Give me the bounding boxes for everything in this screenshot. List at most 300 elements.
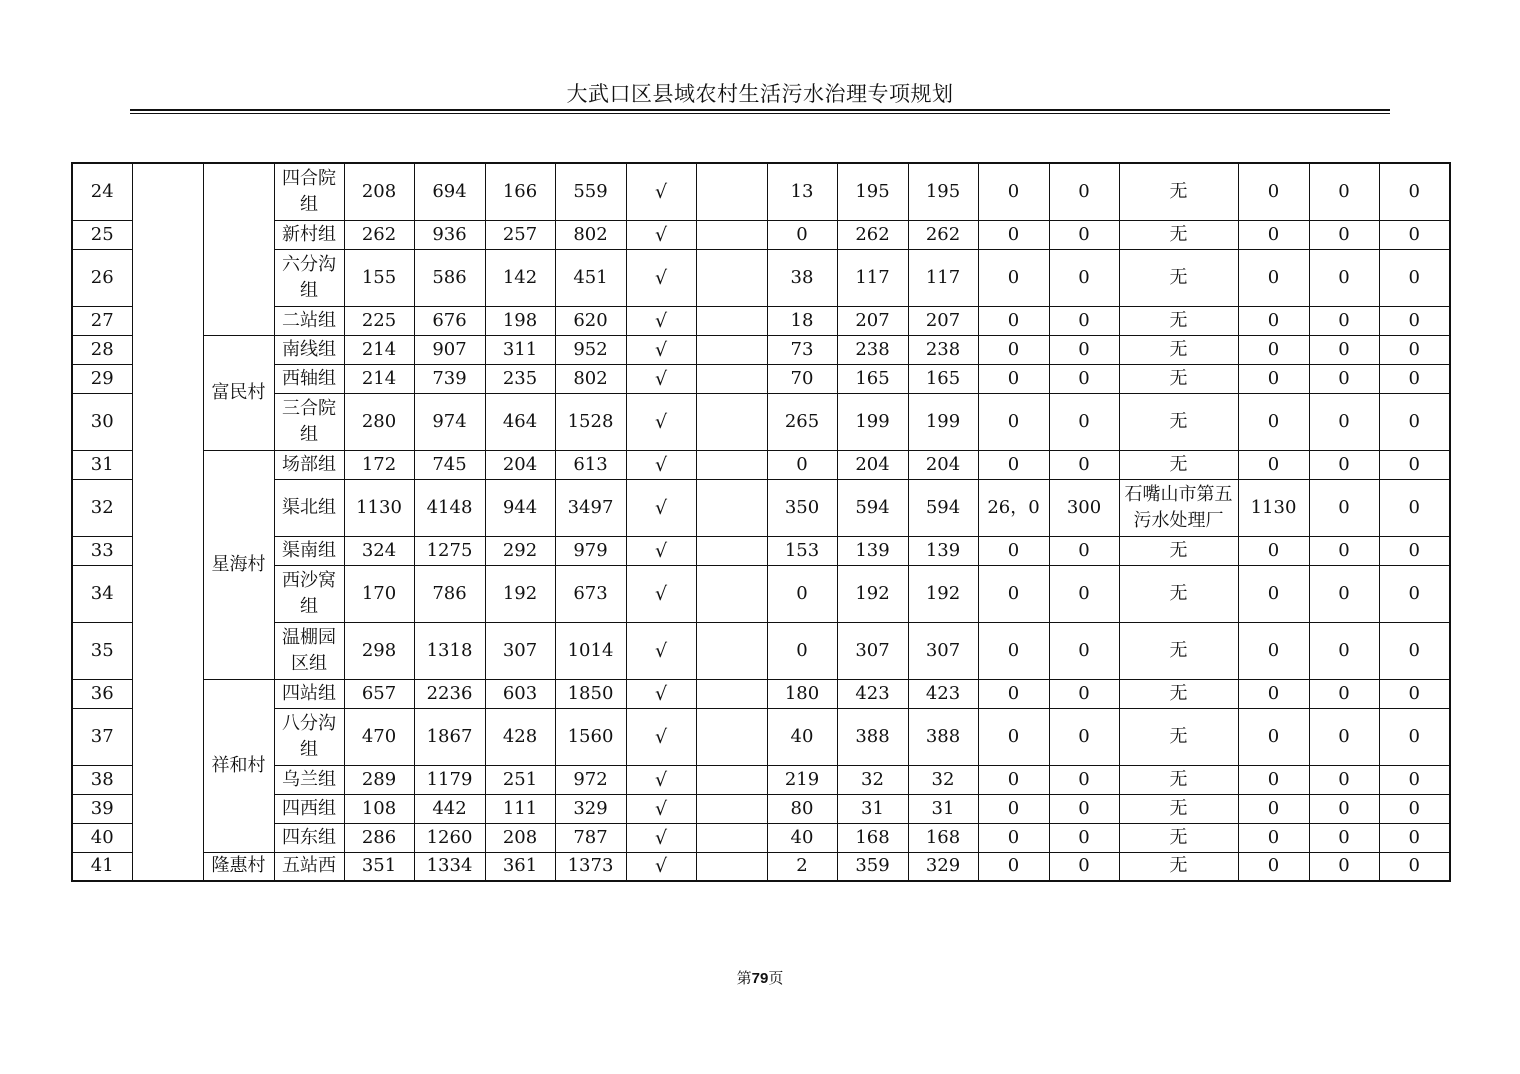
value-cell: 262 [908,220,978,249]
treatment-plant-cell: 无 [1119,622,1238,679]
row-number-cell: 40 [72,823,132,852]
value-cell: 0 [1049,393,1119,450]
treatment-plant-cell: 无 [1119,364,1238,393]
value-cell: 0 [767,450,837,479]
value-cell: 192 [908,565,978,622]
row-number-cell: 41 [72,852,132,881]
value-cell: 2236 [414,679,485,708]
value-cell: 657 [344,679,414,708]
value-cell: 0 [1379,335,1450,364]
value-cell: 0 [1379,163,1450,220]
value-cell: 0 [1309,249,1379,306]
table-row [72,536,1450,565]
value-cell: 324 [344,536,414,565]
value-cell: 0 [1379,364,1450,393]
value-cell: 155 [344,249,414,306]
value-cell: 0 [1238,794,1309,823]
value-cell: 73 [767,335,837,364]
value-cell: 0 [1309,220,1379,249]
group-name-cell: 场部组 [274,450,344,479]
value-cell: 0 [1238,708,1309,765]
check-mark-cell: √ [626,163,696,220]
village-name-cell: 星海村 [203,450,274,679]
value-cell: 307 [485,622,555,679]
value-cell: 329 [555,794,626,823]
value-cell: 0 [1238,823,1309,852]
value-cell: 0 [1049,622,1119,679]
value-cell: 199 [908,393,978,450]
value-cell: 3497 [555,479,626,536]
value-cell: 0 [1049,765,1119,794]
value-cell: 0 [1379,249,1450,306]
table-row [72,220,1450,249]
value-cell: 0 [1309,679,1379,708]
value-cell: 0 [1238,679,1309,708]
value-cell: 198 [485,306,555,335]
value-cell: 787 [555,823,626,852]
table-row [72,450,1450,479]
value-cell: 1560 [555,708,626,765]
row-number-cell: 34 [72,565,132,622]
value-cell: 907 [414,335,485,364]
value-cell: 168 [837,823,908,852]
check-mark-cell: √ [626,306,696,335]
row-number-cell: 24 [72,163,132,220]
value-cell: 0 [1309,335,1379,364]
village-name-cell: 隆惠村 [203,852,274,881]
value-cell: 207 [908,306,978,335]
value-cell: 0 [978,249,1049,306]
treatment-plant-cell: 无 [1119,536,1238,565]
value-cell: 613 [555,450,626,479]
value-cell: 0 [1238,220,1309,249]
value-cell: 13 [767,163,837,220]
group-name-cell: 新村组 [274,220,344,249]
page-prefix: 第 [736,969,752,987]
value-cell: 388 [837,708,908,765]
table-row [72,163,1450,220]
village-name-cell: 富民村 [203,335,274,450]
value-cell: 307 [837,622,908,679]
value-cell: 0 [978,852,1049,881]
treatment-plant-cell: 无 [1119,708,1238,765]
value-cell: 739 [414,364,485,393]
check-mark-cell: √ [626,249,696,306]
value-cell: 423 [837,679,908,708]
check-mark-cell: √ [626,823,696,852]
value-cell: 0 [1309,306,1379,335]
check-mark-cell: √ [626,794,696,823]
treatment-plant-cell: 无 [1119,450,1238,479]
treatment-plant-cell: 无 [1119,335,1238,364]
value-cell: 311 [485,335,555,364]
row-number-cell: 39 [72,794,132,823]
value-cell: 31 [837,794,908,823]
value-cell: 451 [555,249,626,306]
group-name-cell: 三合院组 [274,393,344,450]
value-cell: 1334 [414,852,485,881]
value-cell: 559 [555,163,626,220]
value-cell: 0 [1049,679,1119,708]
page-number: 79 [751,970,769,987]
value-cell: 694 [414,163,485,220]
value-cell: 0 [1379,765,1450,794]
value-cell: 192 [837,565,908,622]
table-row [72,249,1450,306]
value-cell: 80 [767,794,837,823]
value-cell: 208 [485,823,555,852]
value-cell: 0 [1049,249,1119,306]
value-cell: 280 [344,393,414,450]
group-name-cell: 四合院组 [274,163,344,220]
check-mark-cell: √ [626,335,696,364]
value-cell: 238 [908,335,978,364]
header-rule-thin [130,113,1390,114]
treatment-plant-cell: 无 [1119,765,1238,794]
value-cell: 0 [1309,794,1379,823]
value-cell: 0 [978,794,1049,823]
value-cell: 0 [1309,852,1379,881]
value-cell: 470 [344,708,414,765]
value-cell: 802 [555,220,626,249]
value-cell: 0 [1309,823,1379,852]
table-row [72,335,1450,364]
value-cell: 0 [1309,536,1379,565]
value-cell [696,249,767,306]
value-cell: 0 [1049,335,1119,364]
value-cell [696,794,767,823]
value-cell: 165 [908,364,978,393]
value-cell: 974 [414,393,485,450]
value-cell: 32 [837,765,908,794]
value-cell: 0 [978,622,1049,679]
value-cell: 0 [1049,852,1119,881]
document-header-title: 大武口区县域农村生活污水治理专项规划 [566,82,954,106]
value-cell [696,679,767,708]
value-cell [696,565,767,622]
value-cell: 0 [978,765,1049,794]
value-cell: 0 [1379,852,1450,881]
value-cell: 0 [1049,708,1119,765]
treatment-plant-cell: 石嘴山市第五污水处理厂 [1119,479,1238,536]
value-cell: 802 [555,364,626,393]
value-cell: 936 [414,220,485,249]
value-cell: 0 [1049,450,1119,479]
page-suffix: 页 [768,969,784,987]
value-cell: 0 [1379,823,1450,852]
row-number-cell: 28 [72,335,132,364]
treatment-plant-cell: 无 [1119,249,1238,306]
value-cell: 0 [1238,364,1309,393]
value-cell: 38 [767,249,837,306]
header-rule-thick [130,109,1390,111]
treatment-plant-cell: 无 [1119,220,1238,249]
value-cell: 1850 [555,679,626,708]
row-number-cell: 37 [72,708,132,765]
group-name-cell: 渠北组 [274,479,344,536]
value-cell: 0 [1238,335,1309,364]
value-cell: 0 [1379,622,1450,679]
row-number-cell: 33 [72,536,132,565]
value-cell: 442 [414,794,485,823]
table-row [72,622,1450,679]
value-cell: 204 [485,450,555,479]
value-cell: 673 [555,565,626,622]
treatment-plant-cell: 无 [1119,393,1238,450]
value-cell: 1528 [555,393,626,450]
value-cell: 0 [978,536,1049,565]
value-cell: 0 [1049,823,1119,852]
value-cell: 329 [908,852,978,881]
check-mark-cell: √ [626,220,696,249]
value-cell: 359 [837,852,908,881]
value-cell: 0 [1049,220,1119,249]
group-name-cell: 西轴组 [274,364,344,393]
table-row [72,364,1450,393]
value-cell: 0 [978,708,1049,765]
group-name-cell: 二站组 [274,306,344,335]
value-cell: 0 [1379,536,1450,565]
value-cell: 786 [414,565,485,622]
row-number-cell: 35 [72,622,132,679]
group-name-cell: 西沙窝组 [274,565,344,622]
township-cell [132,163,203,881]
value-cell: 0 [978,679,1049,708]
value-cell: 180 [767,679,837,708]
value-cell: 0 [1309,565,1379,622]
value-cell: 300 [1049,479,1119,536]
value-cell: 1260 [414,823,485,852]
value-cell: 204 [908,450,978,479]
value-cell: 0 [1309,393,1379,450]
check-mark-cell: √ [626,679,696,708]
value-cell [696,306,767,335]
page-footer [0,967,1520,988]
treatment-plant-cell: 无 [1119,163,1238,220]
value-cell: 464 [485,393,555,450]
value-cell: 192 [485,565,555,622]
table-row [72,565,1450,622]
value-cell: 286 [344,823,414,852]
value-cell: 262 [837,220,908,249]
value-cell: 0 [1049,794,1119,823]
value-cell: 139 [837,536,908,565]
value-cell: 18 [767,306,837,335]
value-cell: 26，0 [978,479,1049,536]
value-cell [696,220,767,249]
value-cell: 1014 [555,622,626,679]
treatment-plant-cell: 无 [1119,794,1238,823]
check-mark-cell: √ [626,852,696,881]
value-cell: 0 [1238,852,1309,881]
check-mark-cell: √ [626,536,696,565]
value-cell: 265 [767,393,837,450]
value-cell: 195 [837,163,908,220]
value-cell: 40 [767,823,837,852]
group-name-cell: 四西组 [274,794,344,823]
value-cell: 0 [1379,565,1450,622]
value-cell: 428 [485,708,555,765]
row-number-cell: 25 [72,220,132,249]
value-cell: 1179 [414,765,485,794]
group-name-cell: 乌兰组 [274,765,344,794]
value-cell: 199 [837,393,908,450]
value-cell: 195 [908,163,978,220]
group-name-cell: 温棚园区组 [274,622,344,679]
value-cell: 0 [1238,163,1309,220]
table-row [72,306,1450,335]
value-cell: 0 [1379,306,1450,335]
value-cell [696,335,767,364]
row-number-cell: 30 [72,393,132,450]
value-cell: 172 [344,450,414,479]
value-cell: 1130 [1238,479,1309,536]
value-cell: 0 [1379,220,1450,249]
value-cell: 32 [908,765,978,794]
value-cell [696,364,767,393]
value-cell: 952 [555,335,626,364]
value-cell [696,622,767,679]
value-cell: 0 [978,393,1049,450]
value-cell: 0 [1238,393,1309,450]
treatment-plant-cell: 无 [1119,565,1238,622]
check-mark-cell: √ [626,765,696,794]
value-cell: 142 [485,249,555,306]
value-cell: 70 [767,364,837,393]
value-cell: 676 [414,306,485,335]
check-mark-cell: √ [626,393,696,450]
table-row [72,708,1450,765]
value-cell [696,479,767,536]
value-cell: 594 [837,479,908,536]
value-cell: 594 [908,479,978,536]
value-cell: 0 [767,565,837,622]
group-name-cell: 南线组 [274,335,344,364]
value-cell: 1373 [555,852,626,881]
value-cell: 0 [767,220,837,249]
check-mark-cell: √ [626,479,696,536]
value-cell: 0 [1238,306,1309,335]
treatment-plant-cell: 无 [1119,679,1238,708]
value-cell: 219 [767,765,837,794]
value-cell [696,536,767,565]
value-cell: 0 [1238,536,1309,565]
value-cell: 0 [767,622,837,679]
table-row [72,823,1450,852]
value-cell: 979 [555,536,626,565]
table-row [72,393,1450,450]
value-cell: 0 [1379,450,1450,479]
value-cell: 0 [978,220,1049,249]
value-cell: 108 [344,794,414,823]
value-cell: 117 [837,249,908,306]
value-cell: 1275 [414,536,485,565]
group-name-cell: 五站西 [274,852,344,881]
value-cell [696,765,767,794]
value-cell: 0 [1238,450,1309,479]
value-cell: 0 [978,823,1049,852]
check-mark-cell: √ [626,565,696,622]
value-cell: 0 [1309,622,1379,679]
value-cell: 351 [344,852,414,881]
value-cell: 214 [344,364,414,393]
row-number-cell: 29 [72,364,132,393]
value-cell: 0 [1049,536,1119,565]
value-cell: 0 [1309,479,1379,536]
value-cell [696,852,767,881]
value-cell: 0 [1309,765,1379,794]
check-mark-cell: √ [626,622,696,679]
value-cell: 0 [978,163,1049,220]
value-cell: 0 [1238,249,1309,306]
value-cell: 586 [414,249,485,306]
value-cell: 2 [767,852,837,881]
value-cell: 165 [837,364,908,393]
value-cell: 292 [485,536,555,565]
value-cell: 620 [555,306,626,335]
value-cell: 0 [1049,163,1119,220]
value-cell: 0 [978,565,1049,622]
row-number-cell: 31 [72,450,132,479]
value-cell: 208 [344,163,414,220]
value-cell: 40 [767,708,837,765]
value-cell: 139 [908,536,978,565]
value-cell: 166 [485,163,555,220]
row-number-cell: 27 [72,306,132,335]
value-cell: 388 [908,708,978,765]
row-number-cell: 38 [72,765,132,794]
value-cell [696,708,767,765]
value-cell: 745 [414,450,485,479]
group-name-cell: 八分沟组 [274,708,344,765]
value-cell: 170 [344,565,414,622]
value-cell: 298 [344,622,414,679]
table-row [72,765,1450,794]
value-cell: 0 [978,335,1049,364]
table-row [72,679,1450,708]
value-cell: 0 [1309,163,1379,220]
value-cell: 0 [1049,364,1119,393]
value-cell [696,163,767,220]
row-number-cell: 32 [72,479,132,536]
value-cell: 251 [485,765,555,794]
value-cell: 4148 [414,479,485,536]
value-cell: 603 [485,679,555,708]
value-cell [696,823,767,852]
table-row [72,794,1450,823]
value-cell: 361 [485,852,555,881]
value-cell: 0 [1379,794,1450,823]
village-name-cell: 祥和村 [203,679,274,852]
value-cell: 307 [908,622,978,679]
value-cell: 0 [1379,479,1450,536]
value-cell [696,393,767,450]
check-mark-cell: √ [626,708,696,765]
treatment-plant-cell: 无 [1119,306,1238,335]
group-name-cell: 六分沟组 [274,249,344,306]
value-cell: 207 [837,306,908,335]
value-cell: 1130 [344,479,414,536]
value-cell: 257 [485,220,555,249]
value-cell: 1318 [414,622,485,679]
value-cell: 0 [1309,450,1379,479]
value-cell: 31 [908,794,978,823]
group-name-cell: 四站组 [274,679,344,708]
group-name-cell: 渠南组 [274,536,344,565]
value-cell: 168 [908,823,978,852]
value-cell: 0 [1049,306,1119,335]
value-cell: 0 [1379,679,1450,708]
